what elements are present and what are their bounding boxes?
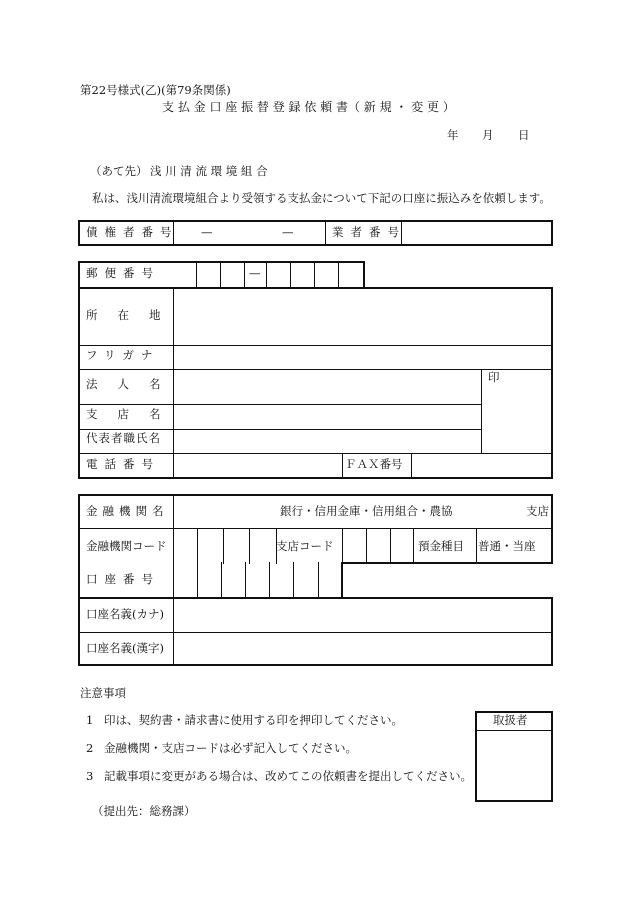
- address-label: 所在地: [86, 308, 181, 322]
- note-2-text: 金融機関・支店コードは必ず記入してください。: [104, 741, 357, 755]
- account-kanji-label: 口座名義(漢字): [86, 641, 164, 655]
- fax-label: ＦＡＸ番号: [345, 457, 403, 471]
- postal-label: 郵便番号: [86, 266, 160, 280]
- postal-dash: —: [249, 266, 261, 280]
- date-month: 月: [482, 128, 494, 142]
- seal-label: 印: [488, 370, 500, 384]
- creditor-number-label: 債権者番号: [86, 225, 179, 239]
- branch-suffix: 支店: [526, 504, 549, 518]
- note-2-number: 2: [86, 741, 94, 755]
- account-kana-label: 口座名義(カナ): [86, 607, 164, 621]
- phone-label: 電話番号: [86, 457, 160, 471]
- branch-code-label: 支店コード: [276, 539, 334, 553]
- bank-code-label: 金融機関コード: [86, 539, 167, 553]
- note-3-text: 記載事項に変更がある場合は、改めてこの依頼書を提出してください。: [104, 769, 472, 783]
- addressee-name: 浅 川 清 流 環 境 組 合: [150, 164, 268, 178]
- creditor-dash-2: —: [282, 225, 294, 239]
- vendor-number-label: 業者番号: [332, 225, 406, 239]
- account-number-label: 口座番号: [86, 572, 160, 586]
- deposit-type-value: 普通・当座: [478, 539, 536, 553]
- creditor-dash-1: —: [201, 225, 213, 239]
- addressee-prefix: （あて先）: [90, 164, 148, 178]
- submit-to: （提出先：総務課）: [92, 804, 196, 818]
- representative-label: 代表者職氏名: [86, 431, 161, 445]
- furigana-label: フリガナ: [86, 348, 160, 362]
- deposit-type-label: 預金種目: [418, 539, 464, 553]
- bank-types: 銀行・信用金庫・信用組合・農協: [280, 504, 453, 518]
- notes-heading: 注意事項: [80, 686, 126, 700]
- form-number: 第22号様式(乙)(第79条関係): [80, 83, 231, 97]
- bank-name-label: 金融機関名: [86, 504, 169, 518]
- handler-label: 取扱者: [493, 713, 528, 727]
- note-3-number: 3: [86, 769, 94, 783]
- date-day: 日: [518, 128, 530, 142]
- date-year: 年: [447, 128, 459, 142]
- corp-name-label: 法人名: [86, 377, 181, 391]
- note-1-number: 1: [86, 713, 94, 727]
- request-text: 私は、浅川清流環境組合より受領する支払金について下記の口座に振込みを依頼します。: [92, 191, 551, 205]
- branch-name-label: 支店名: [86, 407, 181, 421]
- note-1-text: 印は、契約書・請求書に使用する印を押印してください。: [104, 713, 403, 727]
- page-title: 支 払 金 口 座 振 替 登 録 依 頼 書（ 新 規 ・ 変 更 ）: [162, 100, 455, 114]
